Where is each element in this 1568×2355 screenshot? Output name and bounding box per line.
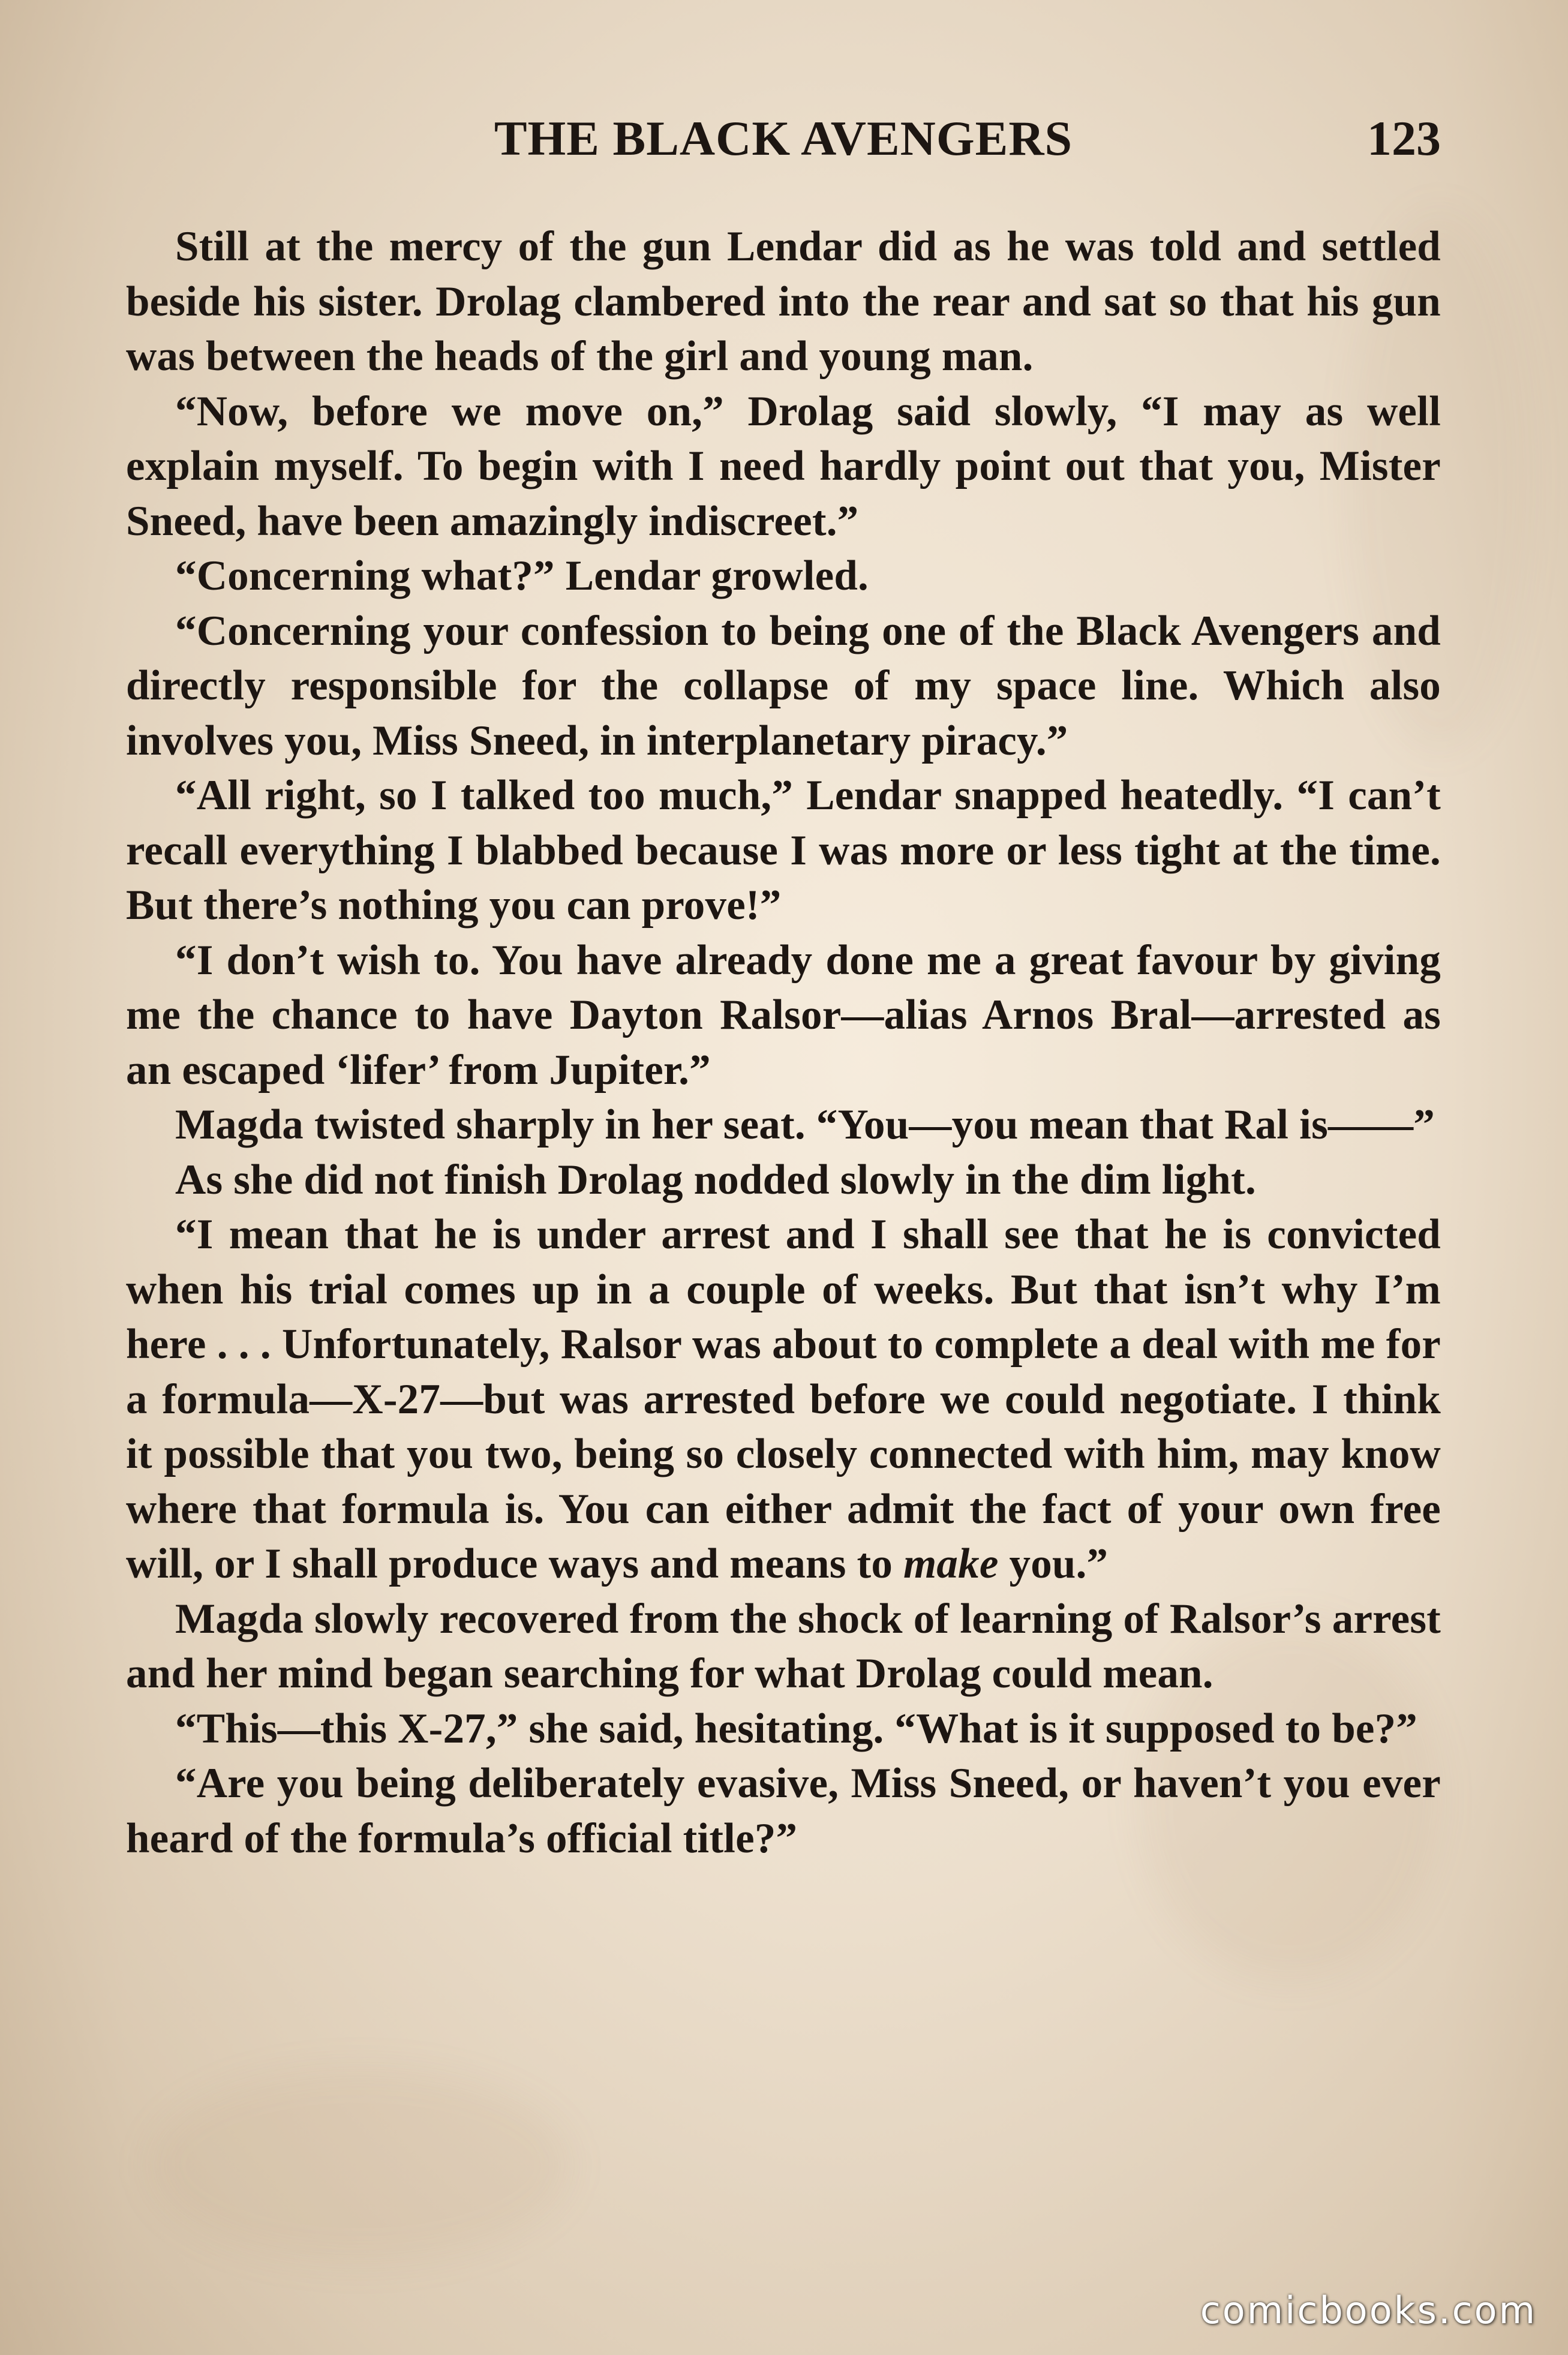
paragraph: [126, 1592, 1441, 1702]
paragraph: [126, 1756, 1441, 1866]
paragraph: [126, 385, 1441, 549]
paragraph-text: “I mean that he is under arrest and I shall see that he is convicted when his trial comes up in a couple of weeks. But that isn’t why I’m here . . . Unfortunately, Ralsor was about to complete a deal with me for a formula—X-27—but was arrested before we could negotiate. I think it possible that you two, being so closely connected with him, may know where that formula is. You can either admit the fact of your own free will, or I shall produce ways and means to: [126, 1211, 1441, 1587]
body-text: [126, 220, 1441, 1866]
paragraph-text-tail: you.”: [998, 1540, 1109, 1587]
paragraph: [126, 933, 1441, 1098]
paragraph-text: “All right, so I talked too much,” Lendar snapped heatedly. “I can’t recall everything I blabbed because I was more or less tight at the time. But there’s nothing you can prove!”: [126, 772, 1441, 929]
paper-stain: [150, 2069, 570, 2261]
paragraph-text: As she did not finish Drolag nodded slowly in the dim light.: [175, 1156, 1256, 1203]
page-number: 123: [1367, 111, 1441, 166]
paragraph: [126, 549, 1441, 604]
paragraph-text: “This—this X-27,” she said, hesitating. “What is it supposed to be?”: [175, 1705, 1418, 1752]
paragraph: [126, 768, 1441, 933]
emphasis-text: make: [903, 1540, 999, 1587]
paragraph-text: “I don’t wish to. You have already done me a great favour by giving me the chance to have Dayton Ralsor—alias Arnos Bral—arrested as an escaped ‘lifer’ from Jupiter.”: [126, 936, 1441, 1094]
paragraph: [126, 1207, 1441, 1592]
watermark: comicbooks.com: [1200, 2288, 1537, 2332]
paragraph-text: “Now, before we move on,” Drolag said slowly, “I may as well explain myself. To begin with I need hardly point out that you, Mister Sneed, have been amazingly indiscreet.”: [126, 388, 1441, 545]
paragraph: [126, 604, 1441, 769]
paragraph: [126, 1098, 1441, 1153]
paragraph-text: Still at the mercy of the gun Lendar did as he was told and settled beside his sister. Drolag clambered into the rear and sat so that his gun was between the heads of the girl and young man.: [126, 223, 1441, 380]
page-header: [126, 106, 1441, 172]
paragraph: [126, 1153, 1441, 1208]
paragraph-text: “Are you being deliberately evasive, Miss Sneed, or haven’t you ever heard of the formula’s official title?”: [126, 1760, 1441, 1862]
running-head: THE BLACK AVENGERS: [494, 111, 1073, 166]
paragraph-text: Magda slowly recovered from the shock of learning of Ralsor’s arrest and her mind began searching for what Drolag could mean.: [126, 1595, 1441, 1697]
paragraph: [126, 220, 1441, 385]
paragraph: [126, 1702, 1441, 1757]
paragraph-text: “Concerning your confession to being one of the Black Avengers and directly responsible for the collapse of my space line. Which also involves you, Miss Sneed, in interplanetary piracy.”: [126, 607, 1441, 764]
paragraph-text: “Concerning what?” Lendar growled.: [175, 552, 869, 599]
paragraph-text: Magda twisted sharply in her seat. “You—you mean that Ral is——”: [175, 1101, 1435, 1148]
